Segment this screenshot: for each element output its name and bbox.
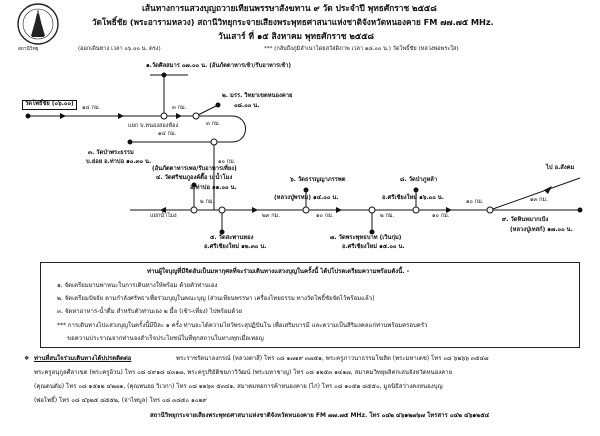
stop-2: ๒. มรร. วิทยาเขตหนองคาย xyxy=(222,93,293,99)
contact-line: พระราชรัตนาลงกรณ์ (หลวงตาสี) โทร ๐๘ ๑๗๑๙ ๓๗๕๑, พระครูภาวนาธรรมโฆสิต (พระมหาเดช) โทร ๐๘ ๖๒๖๖ ๓๕๔๗ xyxy=(176,355,489,362)
stop-3-place: บ.ย่อย อ.ท่าบ่อ ๑๐.๓๐ น. xyxy=(86,159,152,165)
distance-label: ๒ กม. xyxy=(380,213,395,219)
distance-label: ๑๐ กม. xyxy=(218,159,236,165)
stop-5-place: อ.ศรีเชียงใหม่ ๑๒.๓๐ น. xyxy=(204,244,267,250)
contact-line: พระครูอนุกูลศีลาเขต (พระครูอ้วน) โทร ๐๘ ๔๙๑๘ ๔๓๑๗, พระครูปริยัติชยภาวิวัฒน์ (พระมหาชาญ) โทร ๐๘ ๑๒๕๓ ๑๔๑๗, สมาคมวิทยุผลิตกเล่นจังหวัดหนองคาย xyxy=(34,369,453,376)
page-title: เส้นทางการแสวงบุญถวายเทียนพรรษาสังฆทาน ๙ วัด ประจำปี พุทธศักราช ๒๕๕๘ xyxy=(142,3,437,13)
distance-label: ๓ กม. xyxy=(206,121,221,127)
distance-label: ๑๐ กม. xyxy=(466,199,484,205)
stop-9-place: (หลวงปู่เทสก์) ๑๗.๐๐ น. xyxy=(510,227,573,233)
stop-3: ๓. วัดป่าพระธรรม xyxy=(88,150,134,156)
stop-1: ๑.วัดศิลสมาร ๐๗.๐๐ น. (อันภัตตาหารเช้า/รับอาหารเช้า) xyxy=(146,63,291,69)
distance-label: ๑๔ กม. xyxy=(82,105,101,111)
stop-6: ๖. วัดธรรญญาภรรพต xyxy=(290,177,346,183)
notice-item: ๒. จัดเตรียมปัจจัย ตามกำลังศรัทธาเพื่อร่วมบุญในคณะบุญ (ส่วนเทียนพรรษา เครื่องไทยธรรม ทางวัดโพธิ์ชัยจัดไว้พร้อมแล้ว) xyxy=(57,295,375,302)
stop-7: ๗. วัดพระพุทธบาท (เวินกุ่ม) xyxy=(330,235,402,241)
distance-label: ๒ กม. xyxy=(200,199,215,205)
logo-text: สถานีวิทยุ xyxy=(18,47,39,52)
notice-item: ๓. จัดหาอาหาร-น้ำดื่ม สำหรับตัวท่านเอง ๒ มื้อ (เช้า-เที่ยง) ไปพร้อมด้วย xyxy=(57,308,243,315)
route-start: วัดโพธิ์ชัย (๐๖.๐๐) xyxy=(22,100,77,110)
page-subtitle: วัดโพธิ์ชัย (พระอารามหลวง) สถานีวิทยุกระจายเสียงพระพุทธศาสนาแห่งชาติจังหวัดหนองคาย FM ๗๗.๗๕ MHz. xyxy=(92,17,494,27)
stop-5: ๕. วัดสะพานทอง xyxy=(210,235,254,241)
event-date: วันเสาร์ ที่ ๑๕ สิงหาคม พุทธศักราช ๒๕๕๘ xyxy=(218,31,374,41)
station-footer: สถานีวิทยุกระจายเสียงพระพุทธศาสนาแห่งชาติจังหวัดหนองคาย FM ๗๗.๗๕ MHz. โทร ๐๔๒ ๔๖๑๒๗๖๗ โทรสาร ๐๔๒ ๔๖๑๒๕๔ xyxy=(150,412,490,419)
stop-4-note: (อันภัตตาหารเพล/รับอาหารเที่ยง) xyxy=(152,166,237,172)
distance-label: ๒๓ กม. xyxy=(262,213,281,219)
contacts-heading: ท่านที่สนใจร่วมเดินทางได้ปปรดติดต่อ xyxy=(34,355,132,362)
stop-4: ๔. วัดศรีชมภูองค์ตื๊อ บ.น้ำโมง xyxy=(156,175,233,181)
distance-label: ๑๐ กม. xyxy=(316,213,334,219)
notice-box xyxy=(40,262,580,348)
distance-label: ๑๓ กม. xyxy=(530,197,549,203)
notice-item: ขอความประราณจากท่านจงสำเร็จประโยชน์ในที่ทุกสถานในทางทุกเมื่อเทอญ xyxy=(67,335,264,342)
stop-6-place: (หลวงปู่พรหม) ๑๔.๐๐ น. xyxy=(274,195,339,201)
notice-intro: ท่านผู้ใจบุญที่มีจิตอันเป็นมหากุศลที่จะร่วมเดินทางแสวงบุญในครั้งนี้ ได้ปโปรดเตรียมความพร้อมดังนี้. - xyxy=(147,268,410,275)
stop-8: ๘. วัดป่าภูหล้า xyxy=(400,177,438,183)
distance-label: ๓ กม. xyxy=(172,105,187,111)
junction-nam-mong: แยกน้ำโมง xyxy=(150,213,177,219)
to-sangkhom-label: ไป อ.สังคม xyxy=(546,165,575,171)
stop-2-time: ๐๘.๐๐ น. xyxy=(234,103,260,109)
notice-item: *** การเดินทางไปแสวงบุญในครั้งนี้มีปีละ ๑ ครั้ง ท่านจะได้ความไหว้พระสุปฏิปันโน เพื่อเสริมบารมี และความเป็นสิริมงคลแก่ท่านพร้อมครอบครัว xyxy=(57,322,428,329)
return-time: *** (กลับถึงภูมิลำเนาโดยสวัสดิภาพ เวลา ๑๘.๐๐ น.) วัดโพธิ์ชัย (หลวงพ่อพระใส) xyxy=(264,46,459,52)
distance-label: ๑๔ กม. xyxy=(158,131,177,137)
contacts-bullet: ❖ xyxy=(24,355,30,362)
contact-line: (พ่อโพธิ์) โทร ๐๘ ๔๖๒๕ ๘๕๕๒, (จ่าไพบูล) โทร ๐๘ ๓๘๕๐ ๑๐๒๙ xyxy=(34,397,207,404)
stop-9: ๙. วัดหินหมากเป้ง xyxy=(502,217,549,223)
notice-item: ๑. จัดเตรียมยานพาหนะในการเดินทางให้พร้อม ด้วยตัวท่านเอง xyxy=(57,282,218,289)
distance-label: ๑๐ กม. xyxy=(432,213,450,219)
stop-7-place: อ.ศรีเชียงใหม่ ๑๕.๐๐ น. xyxy=(342,244,405,250)
junction-nong-song-hong: แยก บ.หนองสองห้อง xyxy=(128,123,179,129)
stop-4-time: อ.ท่าบ่อ ๑๑.๐๐ น. xyxy=(190,185,237,191)
contact-line: (คุณดนดัม) โทร ๐๘ ๑๕๑๒ ๔๒๗๑, (คุณพนอย วิเวกา) โทร ๐๘ ๑๒๖๓ ๕๓๔๑, สมาคมหอการค้าหนองคาย (ไก่) โทร ๐๘ ๑๐๕๒ ๘๕๕๐, มูลนิธิสว่างคงหนองบุญ xyxy=(34,383,443,390)
stop-8-place: อ.ศรีเชียงใหม่ ๑๖.๐๐ น. xyxy=(382,195,444,201)
depart-time: (ออกเดินทาง เวลา ๐๖.๐๐ น. ตรง) xyxy=(78,46,161,52)
